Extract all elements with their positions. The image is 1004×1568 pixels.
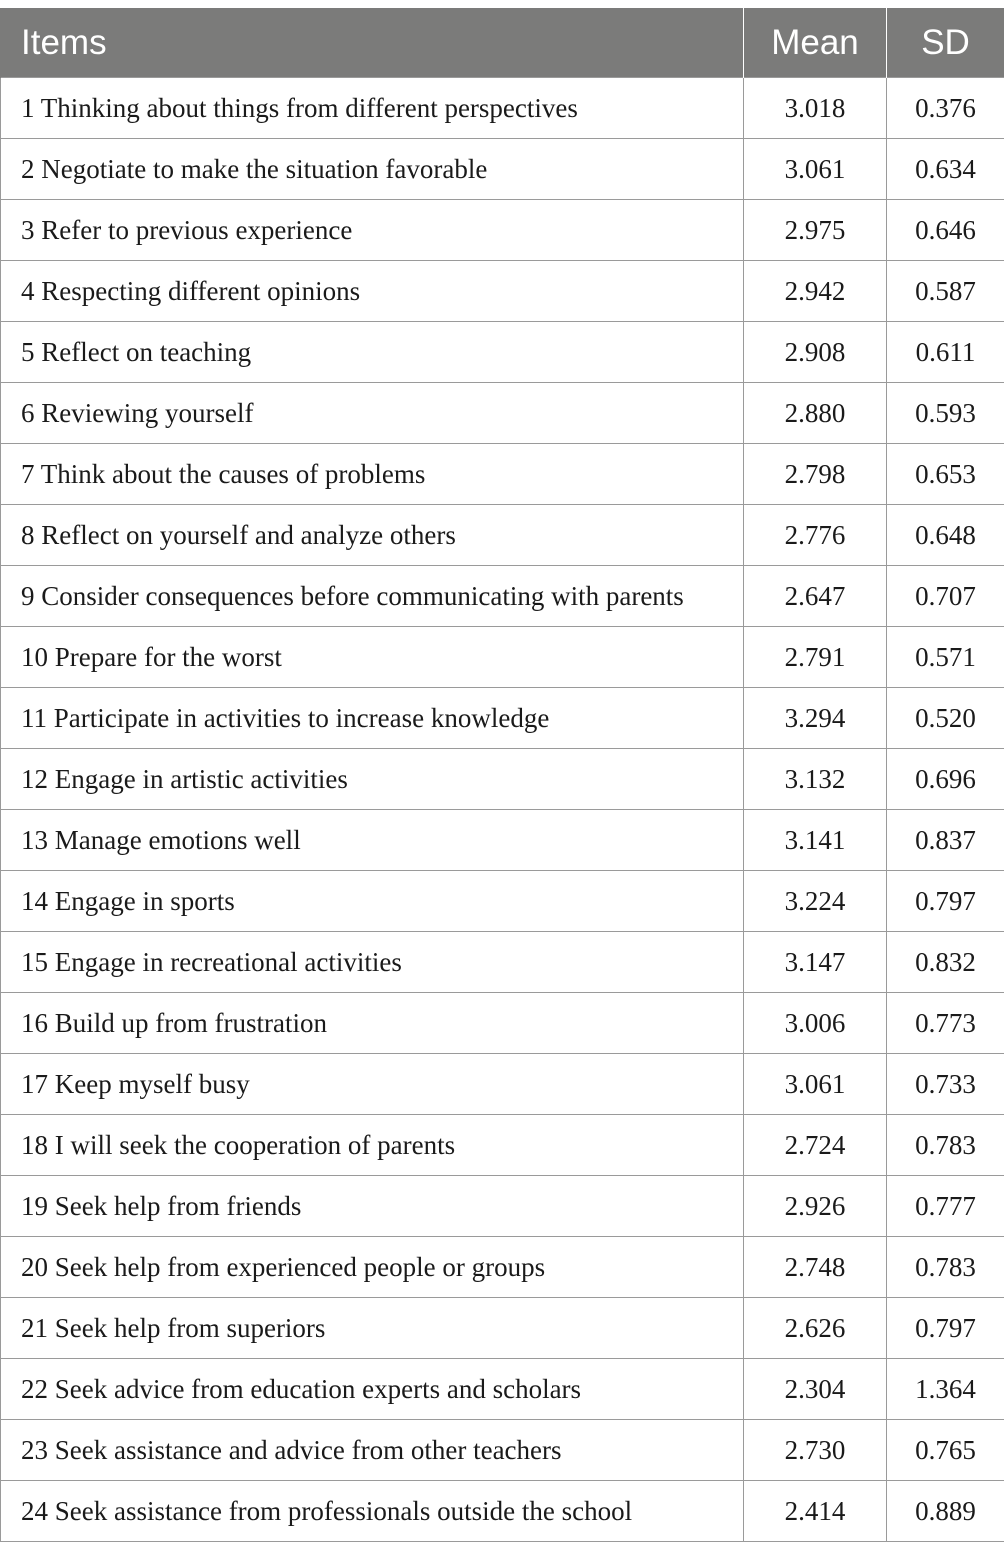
cell-mean: 2.730 (744, 1420, 887, 1481)
cell-sd: 0.783 (887, 1115, 1004, 1176)
cell-item: 20 Seek help from experienced people or groups (1, 1237, 744, 1298)
cell-sd: 0.765 (887, 1420, 1004, 1481)
cell-item: 21 Seek help from superiors (1, 1298, 744, 1359)
cell-sd: 0.648 (887, 505, 1004, 566)
table-row (1, 932, 1004, 993)
cell-mean: 2.414 (744, 1481, 887, 1542)
table-row (1, 749, 1004, 810)
cell-sd: 0.653 (887, 444, 1004, 505)
cell-mean: 2.926 (744, 1176, 887, 1237)
header-mean: Mean (744, 8, 887, 78)
table-row (1, 1054, 1004, 1115)
cell-mean: 3.147 (744, 932, 887, 993)
cell-item: 18 I will seek the cooperation of parents (1, 1115, 744, 1176)
cell-mean: 3.132 (744, 749, 887, 810)
cell-sd: 0.376 (887, 78, 1004, 139)
cell-item: 14 Engage in sports (1, 871, 744, 932)
cell-mean: 3.141 (744, 810, 887, 871)
cell-sd: 0.587 (887, 261, 1004, 322)
table-row (1, 383, 1004, 444)
cell-item: 2 Negotiate to make the situation favorable (1, 139, 744, 200)
cell-sd: 0.696 (887, 749, 1004, 810)
table-row (1, 810, 1004, 871)
table-header (1, 8, 1004, 78)
cell-sd: 0.837 (887, 810, 1004, 871)
cell-mean: 2.647 (744, 566, 887, 627)
table-row (1, 871, 1004, 932)
cell-mean: 3.061 (744, 139, 887, 200)
cell-sd: 0.646 (887, 200, 1004, 261)
cell-item: 16 Build up from frustration (1, 993, 744, 1054)
cell-item: 15 Engage in recreational activities (1, 932, 744, 993)
cell-sd: 0.773 (887, 993, 1004, 1054)
table-row (1, 505, 1004, 566)
cell-sd: 0.520 (887, 688, 1004, 749)
cell-mean: 3.061 (744, 1054, 887, 1115)
cell-item: 9 Consider consequences before communicating with parents (1, 566, 744, 627)
cell-item: 4 Respecting different opinions (1, 261, 744, 322)
cell-item: 1 Thinking about things from different perspectives (1, 78, 744, 139)
cell-item: 23 Seek assistance and advice from other teachers (1, 1420, 744, 1481)
data-table-container (0, 8, 1004, 1542)
items-mean-sd-table (0, 8, 1004, 1542)
table-row (1, 78, 1004, 139)
cell-sd: 0.777 (887, 1176, 1004, 1237)
cell-mean: 2.975 (744, 200, 887, 261)
table-row (1, 688, 1004, 749)
cell-item: 12 Engage in artistic activities (1, 749, 744, 810)
cell-mean: 2.942 (744, 261, 887, 322)
table-row (1, 139, 1004, 200)
table-row (1, 627, 1004, 688)
table-row (1, 1481, 1004, 1542)
cell-sd: 0.571 (887, 627, 1004, 688)
cell-mean: 3.018 (744, 78, 887, 139)
cell-mean: 2.798 (744, 444, 887, 505)
cell-item: 6 Reviewing yourself (1, 383, 744, 444)
cell-sd: 0.733 (887, 1054, 1004, 1115)
cell-mean: 3.294 (744, 688, 887, 749)
cell-sd: 0.889 (887, 1481, 1004, 1542)
cell-mean: 2.776 (744, 505, 887, 566)
table-body (1, 78, 1004, 1542)
cell-mean: 2.626 (744, 1298, 887, 1359)
cell-mean: 3.006 (744, 993, 887, 1054)
table-row (1, 1237, 1004, 1298)
table-row (1, 1420, 1004, 1481)
table-row (1, 322, 1004, 383)
cell-mean: 2.304 (744, 1359, 887, 1420)
cell-mean: 2.880 (744, 383, 887, 444)
cell-mean: 2.791 (744, 627, 887, 688)
table-row (1, 1176, 1004, 1237)
cell-item: 17 Keep myself busy (1, 1054, 744, 1115)
table-row (1, 444, 1004, 505)
cell-item: 22 Seek advice from education experts and scholars (1, 1359, 744, 1420)
cell-item: 7 Think about the causes of problems (1, 444, 744, 505)
cell-mean: 2.748 (744, 1237, 887, 1298)
cell-sd: 0.797 (887, 871, 1004, 932)
cell-mean: 2.908 (744, 322, 887, 383)
cell-item: 13 Manage emotions well (1, 810, 744, 871)
cell-item: 5 Reflect on teaching (1, 322, 744, 383)
cell-item: 11 Participate in activities to increase knowledge (1, 688, 744, 749)
cell-sd: 0.832 (887, 932, 1004, 993)
header-sd: SD (887, 8, 1004, 78)
header-row (1, 8, 1004, 78)
cell-item: 8 Reflect on yourself and analyze others (1, 505, 744, 566)
cell-sd: 1.364 (887, 1359, 1004, 1420)
cell-mean: 3.224 (744, 871, 887, 932)
cell-item: 24 Seek assistance from professionals outside the school (1, 1481, 744, 1542)
cell-sd: 0.707 (887, 566, 1004, 627)
cell-sd: 0.634 (887, 139, 1004, 200)
table-row (1, 200, 1004, 261)
cell-item: 10 Prepare for the worst (1, 627, 744, 688)
cell-sd: 0.783 (887, 1237, 1004, 1298)
cell-mean: 2.724 (744, 1115, 887, 1176)
cell-item: 19 Seek help from friends (1, 1176, 744, 1237)
table-row (1, 1359, 1004, 1420)
cell-sd: 0.611 (887, 322, 1004, 383)
table-row (1, 1115, 1004, 1176)
table-row (1, 1298, 1004, 1359)
table-row (1, 566, 1004, 627)
table-row (1, 993, 1004, 1054)
header-items: Items (1, 8, 744, 78)
cell-item: 3 Refer to previous experience (1, 200, 744, 261)
cell-sd: 0.593 (887, 383, 1004, 444)
cell-sd: 0.797 (887, 1298, 1004, 1359)
table-row (1, 261, 1004, 322)
